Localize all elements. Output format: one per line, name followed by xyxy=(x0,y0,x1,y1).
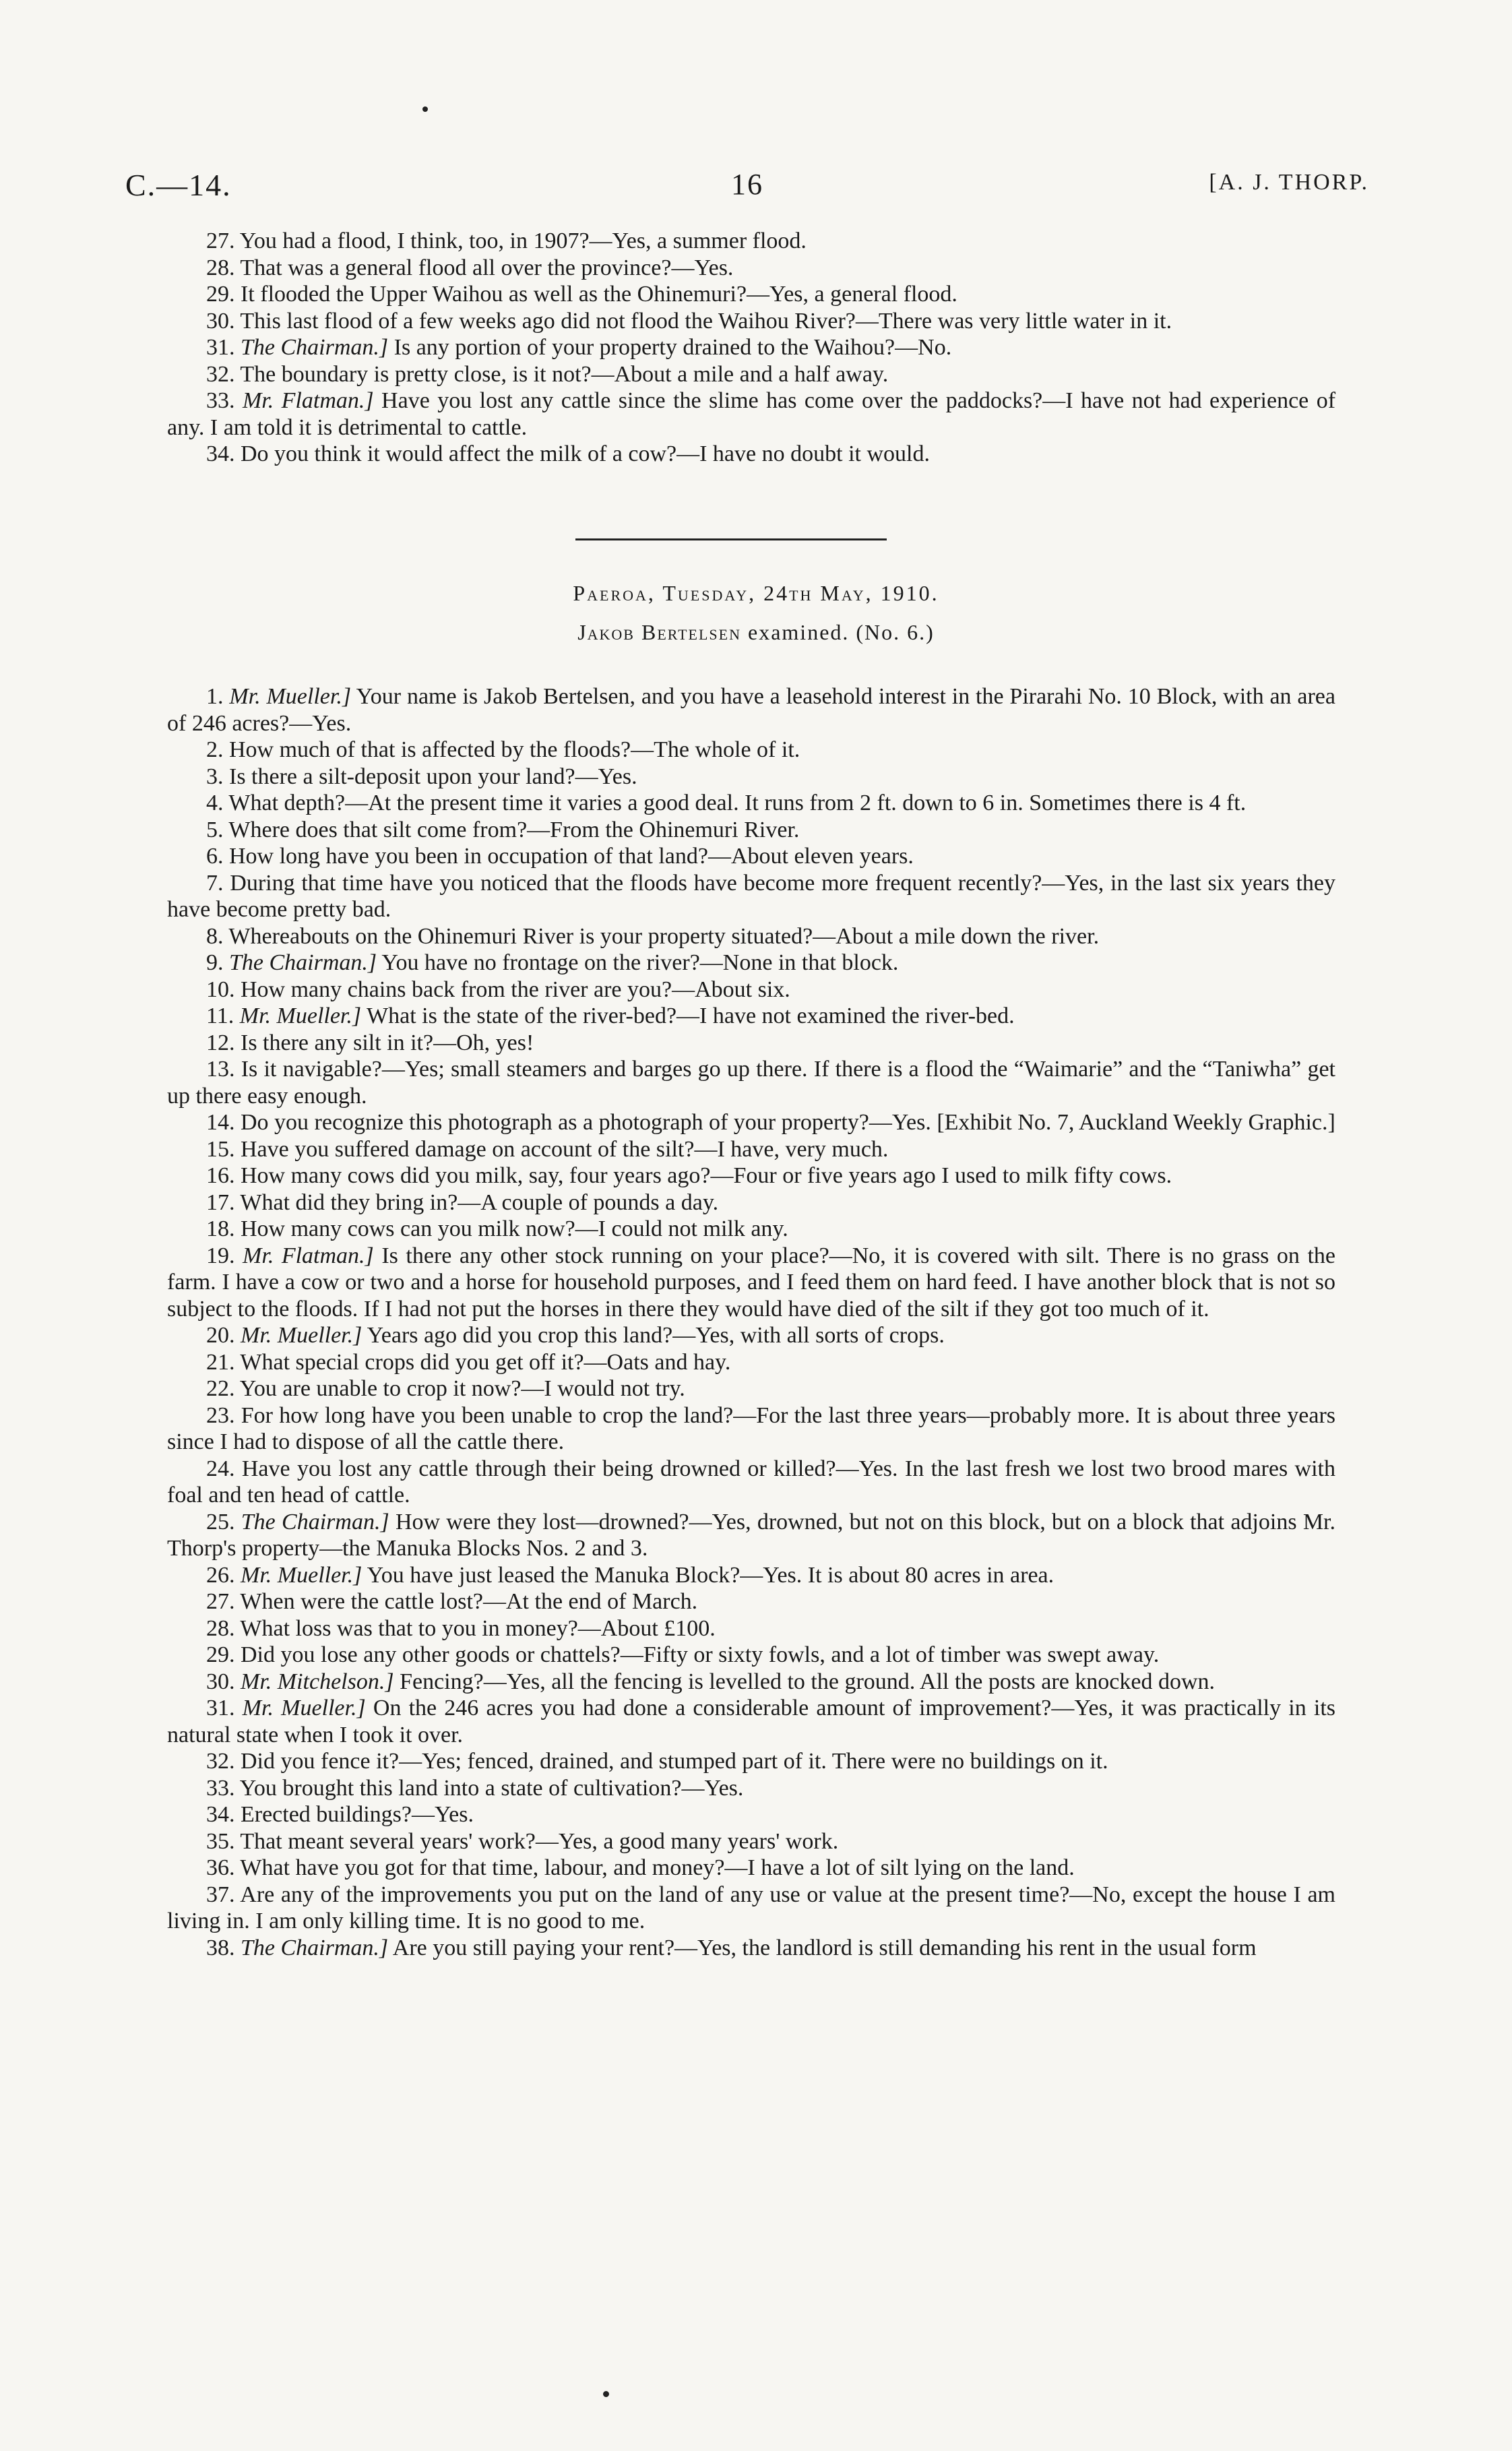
question-number: 5. xyxy=(206,817,224,842)
qa-paragraph xyxy=(167,1828,1335,1855)
question-number: 10. xyxy=(206,976,235,1002)
qa-paragraph xyxy=(167,334,1335,361)
qa-paragraph xyxy=(167,1216,1335,1243)
qa-paragraph xyxy=(167,870,1335,923)
question-number: 7. xyxy=(206,870,224,896)
qa-text: How many cows can you milk now?—I could not milk any. xyxy=(241,1216,788,1241)
speaker-label: Mr. Mueller.] xyxy=(241,1323,363,1348)
question-number: 6. xyxy=(206,844,224,869)
qa-paragraph xyxy=(167,255,1335,282)
qa-paragraph xyxy=(167,441,1335,468)
question-number: 27. xyxy=(206,1589,235,1614)
page-header xyxy=(125,167,1369,214)
question-number: 32. xyxy=(206,1749,235,1774)
examined-label: examined. (No. 6.) xyxy=(748,620,935,644)
qa-text: During that time have you noticed that the floods have become more frequent recently?—Yes, in the last six years they have become pretty bad. xyxy=(167,870,1335,922)
question-number: 29. xyxy=(206,1642,235,1667)
question-number: 4. xyxy=(206,790,224,815)
question-number: 9. xyxy=(206,950,224,975)
qa-paragraph xyxy=(167,976,1335,1003)
qa-paragraph xyxy=(167,1136,1335,1163)
qa-text: Are any of the improvements you put on the land of any use or value at the present time?—No, except the house I am living in. I am only killing time. It is no good to me. xyxy=(167,1882,1336,1933)
speaker-label: Mr. Flatman.] xyxy=(243,1243,374,1268)
question-number: 19. xyxy=(206,1243,235,1268)
qa-paragraph xyxy=(167,1562,1335,1589)
qa-paragraph xyxy=(167,1322,1335,1349)
question-number: 32. xyxy=(206,361,235,387)
qa-text: That was a general flood all over the province?—Yes. xyxy=(240,255,734,280)
question-number: 24. xyxy=(206,1456,235,1481)
qa-text: You are unable to crop it now?—I would not try. xyxy=(239,1376,685,1401)
witness-name: Jakob Bertelsen xyxy=(577,620,741,644)
qa-paragraph xyxy=(167,817,1335,844)
speaker-label: Mr. Mueller.] xyxy=(229,684,352,709)
question-number: 23. xyxy=(206,1402,235,1428)
qa-paragraph xyxy=(167,1855,1335,1882)
question-number: 36. xyxy=(206,1855,235,1880)
qa-text: When were the cattle lost?—At the end of March. xyxy=(240,1589,698,1614)
qa-text: You have no frontage on the river?—None in that block. xyxy=(381,950,899,975)
qa-paragraph xyxy=(167,843,1335,870)
qa-paragraph xyxy=(167,764,1335,790)
question-number: 3. xyxy=(206,764,224,789)
qa-paragraph xyxy=(167,1775,1335,1802)
qa-paragraph xyxy=(167,1402,1335,1456)
witness-line xyxy=(0,620,1512,645)
qa-text: Your name is Jakob Bertelsen, and you have a leasehold interest in the Pirarahi No. 10 Block, with an area of 246 acres?—Yes. xyxy=(167,684,1335,736)
qa-paragraph xyxy=(167,1935,1335,1962)
question-number: 34. xyxy=(206,1802,235,1827)
qa-paragraph xyxy=(167,1162,1335,1189)
speaker-label: Mr. Mueller.] xyxy=(241,1562,363,1588)
question-number: 27. xyxy=(206,228,235,253)
speaker-label: Mr. Mueller.] xyxy=(242,1696,366,1720)
sitting-title: Paeroa, Tuesday, 24th May, 1910. xyxy=(573,581,939,605)
qa-block-continued xyxy=(167,228,1335,468)
qa-text: Is there any silt in it?—Oh, yes! xyxy=(241,1030,534,1055)
question-number: 31. xyxy=(206,1696,235,1720)
qa-paragraph xyxy=(167,923,1335,950)
qa-text: What loss was that to you in money?—About £100. xyxy=(240,1615,716,1641)
qa-text: What special crops did you get off it?—Oats and hay. xyxy=(240,1349,731,1375)
qa-text: What did they bring in?—A couple of pounds a day. xyxy=(240,1189,719,1215)
qa-text: Where does that silt come from?—From the Ohinemuri River. xyxy=(228,817,800,842)
question-number: 35. xyxy=(206,1828,235,1854)
question-number: 22. xyxy=(206,1376,235,1401)
question-number: 28. xyxy=(206,1615,235,1641)
qa-text: Is there any other stock running on your place?—No, it is covered with silt. There is no grass on the farm. I have a cow or two and a horse for household purposes, and I feed them on hard feed. I have another block that is not so subject to the floods. If I had not put the horses in there they would have died of the silt if they got too much of it. xyxy=(167,1243,1336,1322)
qa-paragraph xyxy=(167,1509,1335,1562)
question-number: 29. xyxy=(206,282,235,307)
qa-text: It flooded the Upper Waihou as well as the Ohinemuri?—Yes, a general flood. xyxy=(241,282,957,307)
question-number: 28. xyxy=(206,255,235,280)
question-number: 18. xyxy=(206,1216,235,1241)
question-number: 38. xyxy=(206,1935,235,1960)
question-number: 20. xyxy=(206,1323,235,1348)
qa-paragraph xyxy=(167,1669,1335,1696)
qa-text: Years ago did you crop this land?—Yes, with all sorts of crops. xyxy=(367,1323,945,1348)
qa-text: Did you fence it?—Yes; fenced, drained, and stumped part of it. There were no buildings on it. xyxy=(241,1749,1108,1774)
qa-text: Do you think it would affect the milk of a cow?—I have no doubt it would. xyxy=(241,441,930,466)
qa-paragraph xyxy=(167,1030,1335,1057)
question-number: 8. xyxy=(206,923,224,949)
qa-text: Have you lost any cattle through their being drowned or killed?—Yes. In the last fresh we lost two brood mares with foal and ten head of cattle. xyxy=(167,1456,1336,1508)
question-number: 1. xyxy=(206,684,224,709)
question-number: 31. xyxy=(206,335,235,360)
qa-text: Is any portion of your property drained to the Waihou?—No. xyxy=(393,335,952,360)
page-number: 16 xyxy=(731,168,763,201)
qa-paragraph xyxy=(167,1349,1335,1376)
qa-text: How long have you been in occupation of that land?—About eleven years. xyxy=(229,844,914,869)
qa-text: For how long have you been unable to crop the land?—For the last three years—probably more. It is about three years since I had to dispose of all the cattle there. xyxy=(167,1402,1336,1454)
qa-text: Have you suffered damage on account of the silt?—I have, very much. xyxy=(241,1136,889,1162)
qa-text: You have just leased the Manuka Block?—Yes. It is about 80 acres in area. xyxy=(367,1562,1054,1588)
question-number: 12. xyxy=(206,1030,235,1055)
question-number: 14. xyxy=(206,1110,235,1135)
question-number: 34. xyxy=(206,441,235,466)
question-number: 16. xyxy=(206,1163,235,1188)
qa-text: Do you recognize this photograph as a photograph of your property?—Yes. [Exhibit No. 7, Auckland Weekly Graphic.] xyxy=(241,1110,1335,1135)
qa-text: Is it navigable?—Yes; small steamers and barges go up there. If there is a flood the “Waimarie” and the “Taniwha” get up there easy enough. xyxy=(167,1057,1335,1109)
qa-text: Is there a silt-deposit upon your land?—Yes. xyxy=(229,764,637,789)
question-number: 17. xyxy=(206,1189,235,1215)
question-number: 26. xyxy=(206,1562,235,1588)
qa-paragraph xyxy=(167,1695,1335,1748)
speaker-label: The Chairman.] xyxy=(241,335,389,360)
question-number: 30. xyxy=(206,1669,235,1694)
qa-paragraph xyxy=(167,1243,1335,1323)
question-number: 33. xyxy=(206,1775,235,1801)
qa-text: You had a flood, I think, too, in 1907?—Yes, a summer flood. xyxy=(239,228,807,253)
qa-paragraph xyxy=(167,361,1335,388)
section-divider xyxy=(575,538,887,540)
qa-text: This last flood of a few weeks ago did not flood the Waihou River?—There was very little water in it. xyxy=(240,308,1172,334)
qa-text: Have you lost any cattle since the slime has come over the paddocks?—I have not had experience of any. I am told it is detrimental to cattle. xyxy=(167,388,1336,440)
qa-paragraph xyxy=(167,1189,1335,1216)
speck-mark xyxy=(422,106,428,112)
qa-paragraph xyxy=(167,281,1335,308)
qa-paragraph xyxy=(167,1748,1335,1775)
qa-text: How were they lost—drowned?—Yes, drowned, but not on this block, but on a block that adjoins Mr. Thorp's property—the Manuka Blocks Nos. 2 and 3. xyxy=(167,1509,1336,1561)
speaker-label: Mr. Mitchelson.] xyxy=(241,1669,394,1694)
speaker-label: The Chairman.] xyxy=(241,1935,389,1960)
qa-paragraph xyxy=(167,1642,1335,1669)
qa-paragraph xyxy=(167,308,1335,335)
question-number: 11. xyxy=(206,1003,234,1028)
qa-paragraph xyxy=(167,1456,1335,1509)
qa-block-examination xyxy=(167,683,1335,1961)
qa-paragraph xyxy=(167,950,1335,976)
qa-paragraph xyxy=(167,1003,1335,1030)
question-number: 2. xyxy=(206,737,224,762)
footer-dot xyxy=(603,2391,609,2397)
qa-paragraph xyxy=(167,1375,1335,1402)
qa-text: You brought this land into a state of cultivation?—Yes. xyxy=(239,1775,744,1801)
qa-paragraph xyxy=(167,387,1335,441)
witness-header: [A. J. THORP. xyxy=(1209,170,1369,195)
qa-paragraph xyxy=(167,790,1335,817)
question-number: 15. xyxy=(206,1136,235,1162)
qa-text: That meant several years' work?—Yes, a good many years' work. xyxy=(240,1828,839,1854)
question-number: 21. xyxy=(206,1349,235,1375)
speaker-label: Mr. Flatman.] xyxy=(242,388,374,413)
question-number: 13. xyxy=(206,1057,235,1082)
qa-paragraph xyxy=(167,1801,1335,1828)
qa-paragraph xyxy=(167,1056,1335,1109)
question-number: 33. xyxy=(206,388,235,413)
qa-text: How many chains back from the river are you?—About six. xyxy=(241,976,790,1002)
qa-text: Are you still paying your rent?—Yes, the landlord is still demanding his rent in the usual form xyxy=(392,1935,1257,1960)
qa-text: How much of that is affected by the floods?—The whole of it. xyxy=(229,737,800,762)
question-number: 37. xyxy=(206,1882,235,1907)
qa-text: What is the state of the river-bed?—I have not examined the river-bed. xyxy=(367,1003,1015,1028)
speaker-label: Mr. Mueller.] xyxy=(239,1003,362,1028)
speaker-label: The Chairman.] xyxy=(241,1509,389,1534)
question-number: 25. xyxy=(206,1509,235,1534)
qa-paragraph xyxy=(167,1615,1335,1642)
qa-text: Did you lose any other goods or chattels?—Fifty or sixty fowls, and a lot of timber was swept away. xyxy=(241,1642,1160,1667)
qa-paragraph xyxy=(167,683,1335,737)
qa-paragraph xyxy=(167,1588,1335,1615)
speaker-label: The Chairman.] xyxy=(229,950,377,975)
qa-text: On the 246 acres you had done a considerable amount of improvement?—Yes, it was practically in its natural state when I took it over. xyxy=(167,1696,1336,1747)
qa-paragraph xyxy=(167,737,1335,764)
qa-text: Whereabouts on the Ohinemuri River is your property situated?—About a mile down the river. xyxy=(228,923,1100,949)
document-code: C.—14. xyxy=(125,168,232,202)
qa-text: What depth?—At the present time it varies a good deal. It runs from 2 ft. down to 6 in. Sometimes there is 4 ft. xyxy=(228,790,1247,815)
qa-paragraph xyxy=(167,1109,1335,1136)
qa-text: The boundary is pretty close, is it not?—About a mile and a half away. xyxy=(240,361,889,387)
qa-text: What have you got for that time, labour, and money?—I have a lot of silt lying on the land. xyxy=(240,1855,1075,1880)
qa-paragraph xyxy=(167,1882,1335,1935)
qa-paragraph xyxy=(167,228,1335,255)
qa-text: Fencing?—Yes, all the fencing is levelled to the ground. All the posts are knocked down. xyxy=(400,1669,1216,1694)
question-number: 30. xyxy=(206,308,235,334)
qa-text: How many cows did you milk, say, four years ago?—Four or five years ago I used to milk fifty cows. xyxy=(241,1163,1172,1188)
qa-text: Erected buildings?—Yes. xyxy=(241,1802,474,1827)
